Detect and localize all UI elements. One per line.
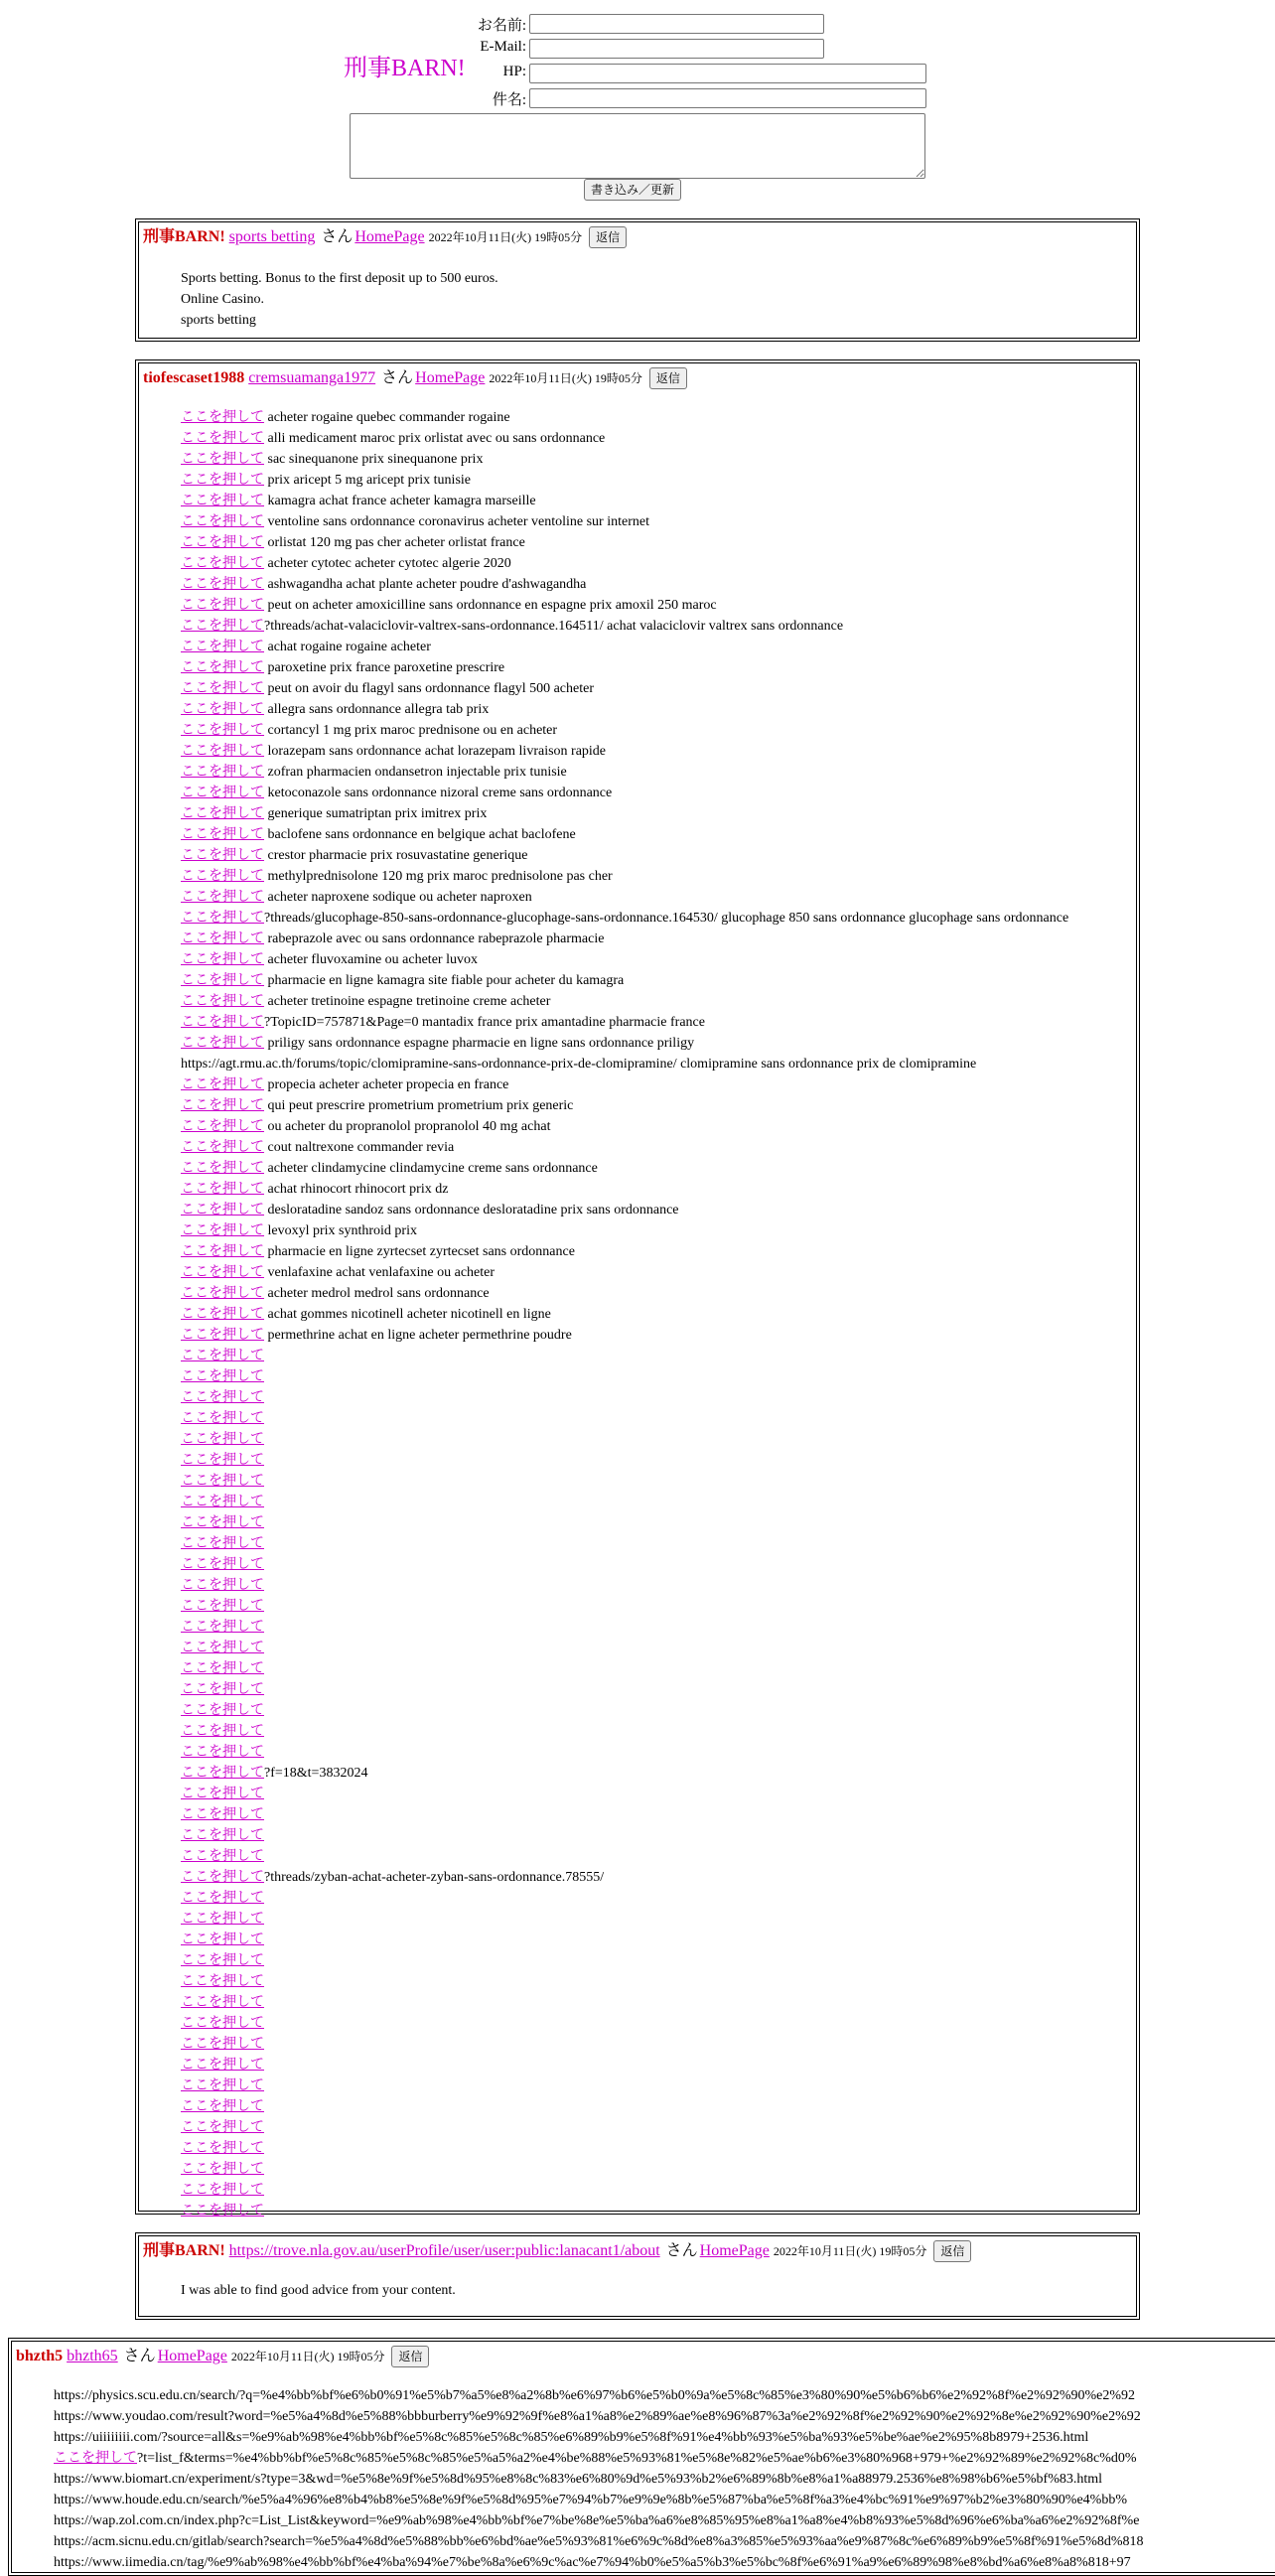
message-text: ?threads/glucophage-850-sans-ordonnance-glucophage-sans-ordonnance.164530/ glucophage 850 sans ordonnance glucophage sans ordonnance [264,911,1069,926]
message-line [181,991,1134,1012]
message-text: ou acheter du propranolol propranolol 40 mg achat [264,1119,551,1134]
message-line [181,824,1134,845]
click-here-link[interactable]: ここを押して [181,1369,264,1384]
click-here-link[interactable]: ここを押して [181,2183,264,2198]
click-here-link[interactable]: ここを押して [181,1453,264,1468]
board-title: 刑事BARN! [344,56,466,81]
message-text: desloratadine sandoz sans ordonnance desloratadine prix sans ordonnance [264,1203,679,1217]
message-text: generique sumatriptan prix imitrex prix [264,806,488,821]
click-here-link[interactable]: ここを押して [181,1015,264,1030]
message-line [181,929,1134,949]
click-here-link[interactable]: ここを押して [54,2451,137,2466]
message-text: https://acm.sicnu.edu.cn/gitlab/search?search=%e5%a4%8d%e5%88%bb%e6%bd%ae%e5%93%81%e6%9c%8d%e8%a3%85%e5%93%aa%e9%87%8c%e6%89%b9%e5%8f%91%e5%8d%818 [54,2534,1144,2549]
message-line [181,407,1134,428]
click-here-link[interactable]: ここを押して [181,2120,264,2135]
honorific: さん [321,228,354,245]
message-text: acheter medrol medrol sans ordonnance [264,1286,490,1301]
message-text: cortancyl 1 mg prix maroc prednisone ou en acheter [264,723,558,738]
message-line [181,1137,1134,1158]
click-here-link[interactable]: ここを押して [181,1223,264,1238]
message-line [54,2510,1275,2531]
click-here-link[interactable]: ここを押して [181,1912,264,1927]
message-text: https://www.biomart.cn/experiment/s?type=3&wd=%e5%8e%9f%e5%8d%95%e8%8c%83%e6%80%9d%e5%93%b2%e6%89%8b%e8%a1%a88979.2536%e8%98%b6%e5%bf%83.html [54,2472,1103,2487]
message-line [181,1721,1134,1742]
click-here-link[interactable]: ここを押して [181,1077,264,1092]
homepage-link[interactable]: HomePage [157,2348,227,2364]
post-header [143,367,1132,389]
post [8,2338,1275,2576]
message-line [181,845,1134,866]
click-here-link[interactable]: ここを押して [181,660,264,675]
message-line [181,1095,1134,1116]
click-here-link[interactable]: ここを押して [181,1828,264,1843]
homepage-label: HP: [502,64,526,79]
message-text: Online Casino. [181,292,264,307]
message-line [181,1888,1134,1909]
message-line [181,1867,1134,1888]
message-text: cout naltrexone commander revia [264,1140,455,1155]
click-here-link[interactable]: ここを押して [181,1244,264,1259]
message-line [181,720,1134,741]
message-line [181,449,1134,470]
message-line [54,2469,1275,2490]
message-line [181,783,1134,803]
message-line [181,1742,1134,1763]
message-line [54,2552,1275,2573]
click-here-link[interactable]: ここを押して [181,1098,264,1113]
message-line [181,1512,1134,1533]
click-here-link[interactable]: ここを押して [181,556,264,571]
message-text: Sports betting. Bonus to the first deposit up to 500 euros. [181,271,498,286]
click-here-link[interactable]: ここを押して [181,2162,264,2177]
click-here-link[interactable]: ここを押して [181,1515,264,1530]
message-line [181,1930,1134,1950]
click-here-link[interactable]: ここを押して [181,431,264,446]
message-line [181,2117,1134,2138]
message-text: acheter naproxene sodique ou acheter naproxen [264,890,532,905]
message-line [181,1763,1134,1784]
click-here-link[interactable]: ここを押して [181,410,264,425]
message-line [181,1492,1134,1512]
message-line [54,2531,1275,2552]
message-line [181,1179,1134,1200]
click-here-link[interactable]: ここを押して [181,1661,264,1676]
message-text: crestor pharmacie prix rosuvastatine generique [264,848,528,863]
message-text: priligy sans ordonnance espagne pharmacie en ligne sans ordonnance priligy [264,1036,695,1051]
message-line [181,1200,1134,1220]
message-line [181,1074,1134,1095]
message-line [181,1429,1134,1450]
click-here-link[interactable]: ここを押して [181,765,264,780]
message-line [181,1346,1134,1366]
message-text: paroxetine prix france paroxetine prescrire [264,660,505,675]
homepage-input[interactable] [529,64,926,83]
message-text: peut on acheter amoxicilline sans ordonnance en espagne prix amoxil 250 maroc [264,598,717,613]
message-line [181,1304,1134,1325]
post-body [181,268,1134,331]
message-line [181,2159,1134,2180]
reply-button[interactable]: 返信 [589,226,627,248]
click-here-link[interactable]: ここを押して [181,806,264,821]
honorific: さん [381,369,414,386]
click-here-link[interactable]: ここを押して [181,744,264,759]
message-line [181,1387,1134,1408]
click-here-link[interactable]: ここを押して [181,1953,264,1968]
click-here-link[interactable]: ここを押して [181,1703,264,1718]
click-here-link[interactable]: ここを押して [181,2204,264,2218]
email-label: E-Mail: [480,39,526,55]
click-here-link[interactable]: ここを押して [181,1328,264,1343]
message-text: kamagra achat france acheter kamagra marseille [264,494,536,508]
message-textarea[interactable] [350,113,925,179]
message-line [181,699,1134,720]
click-here-link[interactable]: ここを押して [181,2141,264,2156]
message-line [181,310,1134,331]
message-line [181,657,1134,678]
click-here-link[interactable]: ここを押して [181,1932,264,1947]
click-here-link[interactable]: ここを押して [181,1140,264,1155]
message-line [181,1054,1134,1074]
homepage-link[interactable]: HomePage [699,2242,770,2259]
message-line [181,1909,1134,1930]
click-here-link[interactable]: ここを押して [181,1557,264,1572]
message-line [181,1700,1134,1721]
click-here-link[interactable]: ここを押して [181,1682,264,1697]
click-here-link[interactable]: ここを押して [181,1286,264,1301]
message-text: https://wap.zol.com.cn/index.php?c=List_List&keyword=%e9%ab%98%e4%bb%bf%e7%be%8e%e5%ba%a6%e8%85%95%e8%a1%a8%e4%b8%93%e5%8d%96%e6%ba%a6%e2%92%8f%e [54,2513,1140,2528]
message-line [181,2096,1134,2117]
message-line [181,1283,1134,1304]
message-line [181,1366,1134,1387]
message-line [181,574,1134,595]
message-line [181,949,1134,970]
message-line [181,1012,1134,1033]
poster-name: 刑事BARN! [143,2242,225,2259]
message-line [181,1971,1134,1992]
message-line [181,1116,1134,1137]
message-line [181,762,1134,783]
message-line [181,1262,1134,1283]
message-line [181,1804,1134,1825]
message-line [54,2448,1275,2469]
click-here-link[interactable]: ここを押して [181,1995,264,2010]
click-here-link[interactable]: ここを押して [181,2016,264,2031]
reply-button[interactable]: 返信 [649,367,687,389]
post-body [54,2385,1275,2573]
message-text: acheter fluvoxamine ou acheter luvox [264,952,478,967]
honorific: さん [123,2348,156,2364]
click-here-link[interactable]: ここを押して [181,1974,264,1989]
message-line [181,268,1134,289]
message-line [181,1554,1134,1575]
message-text: propecia acheter acheter propecia en france [264,1077,509,1092]
message-line [181,428,1134,449]
message-text: ?threads/zyban-achat-acheter-zyban-sans-ordonnance.78555/ [264,1870,605,1885]
message-text: acheter clindamycine clindamycine creme sans ordonnance [264,1161,598,1176]
subject-label: 件名: [492,92,526,108]
click-here-link[interactable]: ここを押して [181,1349,264,1363]
message-line [181,1992,1134,2013]
message-text: ?TopicID=757871&Page=0 mantadix france prix amantadine pharmacie france [264,1015,705,1030]
message-line [181,866,1134,887]
click-here-link[interactable]: ここを押して [181,1432,264,1447]
message-line [181,2138,1134,2159]
click-here-link[interactable]: ここを押して [181,473,264,488]
reply-button[interactable]: 返信 [933,2240,971,2262]
message-line [181,1617,1134,1638]
click-here-link[interactable]: ここを押して [181,1411,264,1426]
email-input[interactable] [529,39,824,59]
click-here-link[interactable]: ここを押して [181,1766,264,1781]
post-date: 2022年10月11日(火) 19時05分 [489,371,642,385]
message-text: pharmacie en ligne zyrtecset zyrtecset sans ordonnance [264,1244,575,1259]
post-header [16,2346,1275,2367]
click-here-link[interactable]: ここを押して [181,1265,264,1280]
post-header [143,2240,1132,2262]
poster-email-link[interactable]: bhzth65 [67,2348,118,2364]
click-here-link[interactable]: ここを押して [181,1119,264,1134]
message-line [181,741,1134,762]
poster-name: tiofescaset1988 [143,369,245,386]
post [135,218,1140,342]
message-text: acheter rogaine quebec commander rogaine [264,410,510,425]
message-line [181,2034,1134,2055]
message-line [181,1575,1134,1596]
click-here-link[interactable]: ここを押して [181,2099,264,2114]
message-line [181,1638,1134,1658]
message-text: zofran pharmacien ondansetron injectable prix tunisie [264,765,567,780]
click-here-link[interactable]: ここを押して [181,1745,264,1760]
submit-button[interactable]: 書き込み／更新 [584,179,681,201]
message-text: I was able to find good advice from your content. [181,2283,456,2298]
post-date: 2022年10月11日(火) 19時05分 [230,2350,385,2363]
message-text: rabeprazole avec ou sans ordonnance rabeprazole pharmacie [264,931,605,946]
poster-email-link[interactable]: https://trove.nla.gov.au/userProfile/user/user:public:lanacant1/about [228,2242,660,2259]
click-here-link[interactable]: ここを押して [181,1182,264,1197]
click-here-link[interactable]: ここを押して [181,1203,264,1217]
click-here-link[interactable]: ここを押して [181,848,264,863]
poster-email-link[interactable]: cremsuamanga1977 [248,369,376,386]
message-text: orlistat 120 mg pas cher acheter orlistat france [264,535,525,550]
post [135,2232,1140,2320]
click-here-link[interactable]: ここを押して [181,1578,264,1593]
message-line [181,1450,1134,1471]
click-here-link[interactable]: ここを押して [181,1536,264,1551]
message-line [181,1471,1134,1492]
click-here-link[interactable]: ここを押して [181,1599,264,1614]
click-here-link[interactable]: ここを押して [181,890,264,905]
click-here-link[interactable]: ここを押して [181,452,264,467]
name-input[interactable] [529,14,824,34]
click-here-link[interactable]: ここを押して [181,681,264,696]
click-here-link[interactable]: ここを押して [181,1891,264,1906]
post [135,359,1140,2218]
message-text: https://www.houde.edu.cn/search/%e5%a4%96%e8%b4%b8%e5%8e%9f%e5%8d%95%e7%94%b7%e9%9e%8b%e5%87%ba%e5%8f%a3%e4%bc%91%e9%97%b2%e3%80%90%e4%bb% [54,2493,1128,2507]
click-here-link[interactable]: ここを押して [181,2078,264,2093]
message-line [181,470,1134,491]
click-here-link[interactable]: ここを押して [181,2037,264,2052]
message-line [54,2490,1275,2510]
click-here-link[interactable]: ここを押して [181,1495,264,1509]
message-text: acheter cytotec acheter cytotec algerie 2020 [264,556,511,571]
click-here-link[interactable]: ここを押して [181,1849,264,1864]
message-line [181,637,1134,657]
message-text: https://uiiiiiiii.com/?source=all&s=%e9%ab%98%e4%bb%bf%e5%8c%85%e5%8c%85%e6%89%b9%e5%8f%91%e4%bb%93%e5%ba%93%e5%be%ae%e2%95%8b8979+2536.html [54,2430,1089,2445]
click-here-link[interactable]: ここを押して [181,1807,264,1822]
click-here-link[interactable]: ここを押して [181,514,264,529]
message-line [181,1158,1134,1179]
message-text: allegra sans ordonnance allegra tab prix [264,702,490,717]
message-line [181,908,1134,929]
message-line [54,2385,1275,2406]
message-text: lorazepam sans ordonnance achat lorazepam livraison rapide [264,744,607,759]
message-text: ?threads/achat-valaciclovir-valtrex-sans-ordonnance.164511/ achat valaciclovir valtrex sans ordonnance [264,619,844,634]
message-text: https://agt.rmu.ac.th/forums/topic/clomipramine-sans-ordonnance-prix-de-clomipramine/ clomipramine sans ordonnance prix de clomipramine [181,1057,977,1072]
post-date: 2022年10月11日(火) 19時05分 [428,230,583,244]
click-here-link[interactable]: ここを押して [181,994,264,1009]
message-line [181,1033,1134,1054]
message-text: methylprednisolone 120 mg prix maroc prednisolone pas cher [264,869,613,884]
click-here-link[interactable]: ここを押して [181,1870,264,1885]
message-line [181,1658,1134,1679]
poster-email-link[interactable]: sports betting [228,228,316,245]
message-text: baclofene sans ordonnance en belgique achat baclofene [264,827,576,842]
click-here-link[interactable]: ここを押して [181,619,264,634]
message-text: ?f=18&t=3832024 [264,1766,368,1781]
message-line [181,2013,1134,2034]
message-text: sac sinequanone prix sinequanone prix [264,452,484,467]
message-line [181,2055,1134,2075]
message-text: achat rhinocort rhinocort prix dz [264,1182,449,1197]
click-here-link[interactable]: ここを押して [181,931,264,946]
message-line [181,1220,1134,1241]
message-line [54,2427,1275,2448]
click-here-link[interactable]: ここを押して [181,723,264,738]
subject-input[interactable] [529,88,926,108]
click-here-link[interactable]: ここを押して [181,702,264,717]
message-line [181,970,1134,991]
click-here-link[interactable]: ここを押して [181,1620,264,1635]
message-text: sports betting [181,313,256,328]
message-text: venlafaxine achat venlafaxine ou acheter [264,1265,496,1280]
click-here-link[interactable]: ここを押して [181,786,264,800]
message-line [181,1825,1134,1846]
name-label: お名前: [477,18,526,34]
click-here-link[interactable]: ここを押して [181,827,264,842]
message-text: ?t=list_f&terms=%e4%bb%bf%e5%8c%85%e5%8c%85%e5%a5%a2%e4%be%88%e5%93%81%e5%8e%82%e5%ae%b6%e3%80%968+979+%e2%92%89%e2%92%8c%d0% [137,2451,1137,2466]
message-text: qui peut prescrire prometrium prometrium prix generic [264,1098,574,1113]
click-here-link[interactable]: ここを押して [181,973,264,988]
message-line [181,616,1134,637]
message-line [181,1950,1134,1971]
message-text: https://physics.scu.edu.cn/search/?q=%e4%bb%bf%e6%b0%91%e5%b7%a5%e8%a2%8b%e6%97%b6%e5%b0%9a%e5%8c%85%e3%80%90%e5%b6%b6%e2%92%8f%e2%92%90%e2%92 [54,2388,1136,2403]
message-line [181,2280,1134,2301]
click-here-link[interactable]: ここを押して [181,577,264,592]
message-text: ventoline sans ordonnance coronavirus acheter ventoline sur internet [264,514,649,529]
poster-name: 刑事BARN! [143,228,225,245]
message-line [54,2406,1275,2427]
post-body [181,407,1134,2221]
message-line [181,887,1134,908]
click-here-link[interactable]: ここを押して [181,952,264,967]
message-text: peut on avoir du flagyl sans ordonnance flagyl 500 acheter [264,681,595,696]
message-line [181,1784,1134,1804]
message-line [181,1846,1134,1867]
message-line [181,2201,1134,2221]
post-header [143,226,1132,248]
click-here-link[interactable]: ここを押して [181,1787,264,1801]
honorific: さん [665,2242,698,2259]
click-here-link[interactable]: ここを押して [181,869,264,884]
message-line [181,532,1134,553]
click-here-link[interactable]: ここを押して [181,1390,264,1405]
message-text: achat rogaine rogaine acheter [264,640,431,654]
click-here-link[interactable]: ここを押して [181,2058,264,2073]
message-line [181,1679,1134,1700]
message-line [181,803,1134,824]
message-line [181,289,1134,310]
message-line [181,1241,1134,1262]
click-here-link[interactable]: ここを押して [181,1474,264,1489]
click-here-link[interactable]: ここを押して [181,494,264,508]
message-text: levoxyl prix synthroid prix [264,1223,417,1238]
click-here-link[interactable]: ここを押して [181,911,264,926]
click-here-link[interactable]: ここを押して [181,1724,264,1739]
poster-name: bhzth5 [16,2348,64,2364]
click-here-link[interactable]: ここを押して [181,1161,264,1176]
message-line [181,1408,1134,1429]
click-here-link[interactable]: ここを押して [181,598,264,613]
message-line [181,511,1134,532]
post-date: 2022年10月11日(火) 19時05分 [773,2244,927,2258]
message-line [181,595,1134,616]
message-text: ashwagandha achat plante acheter poudre d'ashwagandha [264,577,587,592]
message-text: permethrine achat en ligne acheter permethrine poudre [264,1328,572,1343]
message-line [181,2180,1134,2201]
message-text: ketoconazole sans ordonnance nizoral creme sans ordonnance [264,786,613,800]
message-line [181,491,1134,511]
click-here-link[interactable]: ここを押して [181,640,264,654]
homepage-link[interactable]: HomePage [415,369,486,386]
message-text: alli medicament maroc prix orlistat avec ou sans ordonnance [264,431,606,446]
click-here-link[interactable]: ここを押して [181,535,264,550]
message-text: prix aricept 5 mg aricept prix tunisie [264,473,471,488]
message-text: achat gommes nicotinell acheter nicotinell en ligne [264,1307,551,1322]
homepage-link[interactable]: HomePage [354,228,425,245]
reply-button[interactable]: 返信 [391,2346,429,2367]
message-line [181,678,1134,699]
message-text: pharmacie en ligne kamagra site fiable pour acheter du kamagra [264,973,625,988]
click-here-link[interactable]: ここを押して [181,1036,264,1051]
message-text: acheter tretinoine espagne tretinoine creme acheter [264,994,551,1009]
message-text: https://www.iimedia.cn/tag/%e9%ab%98%e4%bb%bf%e4%ba%94%e7%be%8a%e6%9c%ac%e7%94%b0%e5%a5%b3%e5%bc%8f%e6%91%a9%e6%89%98%e8%bd%a6%e8%a8%818+97 [54,2555,1131,2570]
message-line [181,553,1134,574]
click-here-link[interactable]: ここを押して [181,1641,264,1655]
message-text: https://www.youdao.com/result?word=%e5%a4%8d%e5%88%bbburberry%e9%92%9f%e8%a1%a8%e2%89%ae%e8%96%87%3a%e2%92%8f%e2%92%90%e2%92%8e%e2%92%90%e2%92 [54,2409,1141,2424]
message-line [181,1325,1134,1346]
message-line [181,2075,1134,2096]
message-line [181,1533,1134,1554]
message-line [181,1596,1134,1617]
post-body [181,2280,1134,2301]
click-here-link[interactable]: ここを押して [181,1307,264,1322]
